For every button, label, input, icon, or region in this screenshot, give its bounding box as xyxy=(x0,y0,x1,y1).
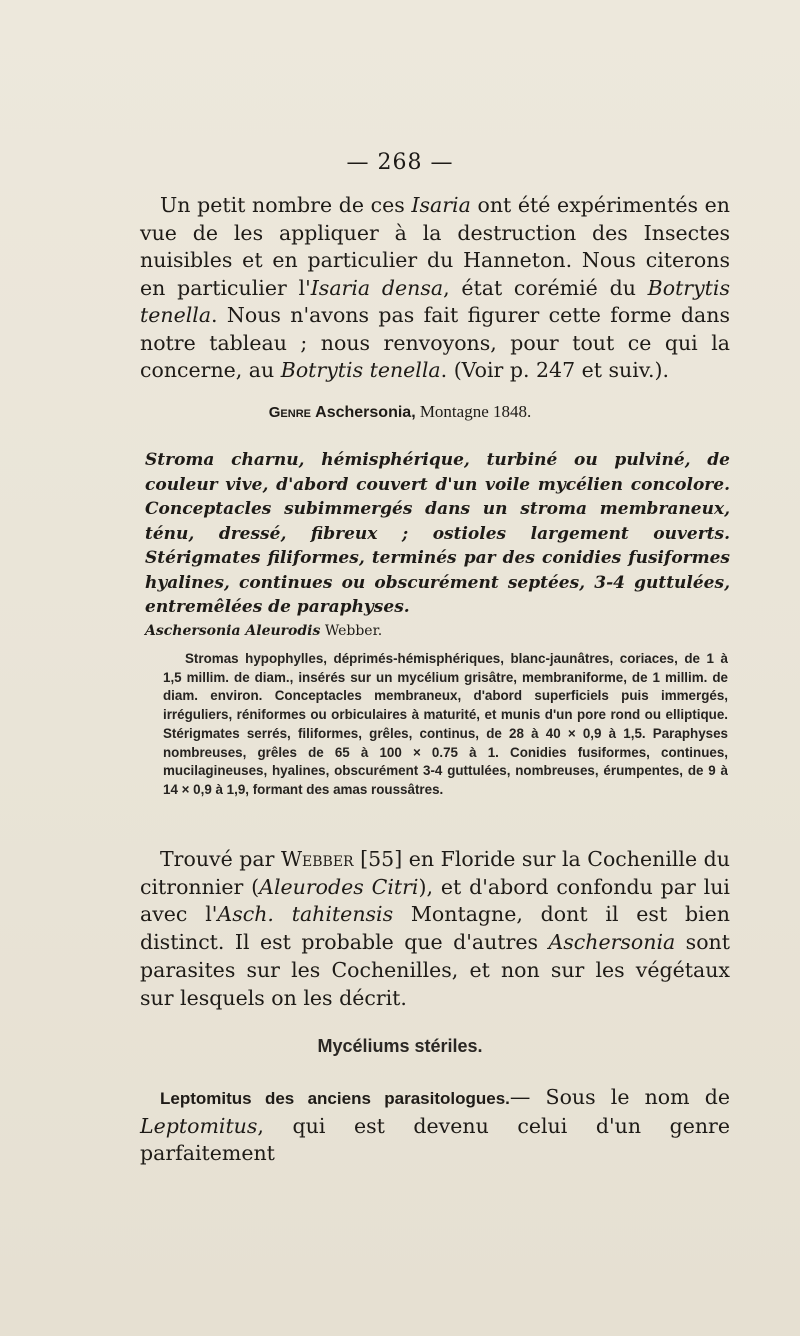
final-paragraph: Leptomitus des anciens parasitologues.— Sous le nom de Leptomitus, qui est devenu celui d'un genre parfaitement xyxy=(140,1085,730,1165)
page-number: — 268 — xyxy=(346,150,454,175)
genus-prefix: Genre xyxy=(268,404,311,421)
genus-diagnosis: Stroma charnu, hémisphérique, turbiné ou pulviné, de couleur vive, d'abord couvert d'un voile mycélien concolore. Conceptacles subimmergés dans un stroma membraneux, ténu, dressé, fibreux ; ostioles largement ouverts. Stérigmates filiformes, terminés par des conidies fusiformes hyalines, continues ou obscurément septées, 3-4 guttulées, entremêlées de paraphyses. xyxy=(145,450,730,617)
section-heading: Mycéliums stériles. xyxy=(317,1036,483,1056)
species-name: Aschersonia Aleurodis xyxy=(145,623,321,639)
found-paragraph: Trouvé par Webber [55] en Floride sur la Cochenille du citronnier (Aleurodes Citri), et d'abord confondu par lui avec l'Asch. tahitensis Montagne, dont il est bien distinct. Il est probable que d'autres Aschersonia sont parasites sur les Cochenilles, et non sur les végétaux sur lesquels on les décrit. xyxy=(140,847,730,1010)
genus-name: Aschersonia, xyxy=(315,404,416,421)
intro-paragraph: Un petit nombre de ces Isaria ont été expérimentés en vue de les appliquer à la destruction des Insectes nuisibles et en particulier du Hanneton. Nous citerons en particulier l'Isaria densa, état corémié du Botrytis tenella. Nous n'avons pas fait figurer cette forme dans notre tableau ; nous renvoyons, pour tout ce qui la concerne, au Botrytis tenella. (Voir p. 247 et suiv.). xyxy=(140,193,731,382)
species-authority: Webber. xyxy=(324,623,383,639)
final-lead: Leptomitus des anciens parasitologues. xyxy=(160,1089,510,1108)
genus-authority: Montagne 1848. xyxy=(419,402,532,421)
species-heading xyxy=(145,623,735,639)
species-description: Stromas hypophylles, déprimés-hémisphériques, blanc-jaunâtres, coriaces, de 1 à 1,5 millim. de diam., insérés sur un mycélium grisâtre, membraniforme, de 1 millim. de diam. environ. Conceptacles membraneux, d'abord superficiels puis immergés, irréguliers, réniformes ou orbiculaires à maturité, et munis d'un pore rond ou elliptique. Stérigmates serrés, filiformes, grêles, continus, de 28 à 40 × 0,9 à 1,5. Paraphyses nombreuses, grêles de 65 à 100 × 0.75 à 1. Conidies fusiformes, continues, mucilagineuses, hyalines, obscurément 3-4 guttulées, nombreuses, érumpentes, de 9 à 14 × 0,9 à 1,9, formant des amas roussâtres. xyxy=(163,651,728,797)
genus-heading xyxy=(0,402,800,422)
